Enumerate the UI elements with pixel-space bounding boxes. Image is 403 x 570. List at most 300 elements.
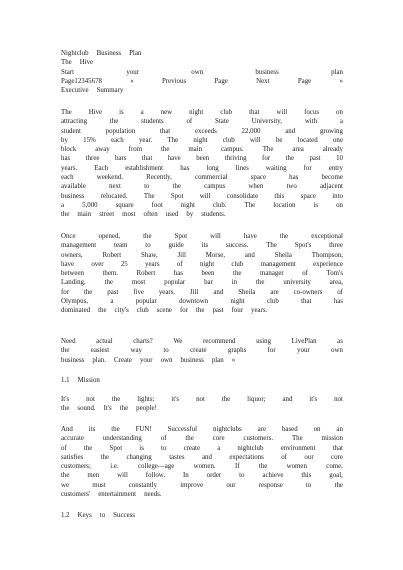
word: your <box>139 356 153 364</box>
text-line <box>61 511 343 520</box>
word: is <box>119 109 124 116</box>
word: each <box>61 174 74 182</box>
word: new <box>160 109 173 116</box>
word: Olympus, <box>61 298 88 306</box>
word: 15% <box>83 136 96 144</box>
word: will <box>199 192 211 200</box>
text-line <box>61 356 343 365</box>
word: Spot <box>109 444 123 452</box>
word: the <box>172 183 182 191</box>
word: over <box>91 260 104 268</box>
word: club <box>266 298 279 306</box>
text-line <box>61 306 343 315</box>
word: campus. <box>221 146 244 154</box>
word: Page12345678 <box>61 77 102 85</box>
word: sound. <box>77 405 96 413</box>
text-line <box>61 425 343 434</box>
word: have <box>243 233 257 240</box>
word: bars <box>114 155 127 163</box>
word: dominated <box>61 307 91 315</box>
word: been <box>201 270 215 278</box>
word: and <box>201 453 212 461</box>
word: business <box>61 356 85 364</box>
word: club <box>231 260 244 268</box>
word: i.e. <box>110 463 119 471</box>
word: that <box>159 127 171 135</box>
text-line <box>61 117 343 126</box>
word: Once <box>61 233 76 240</box>
text-line <box>61 471 343 480</box>
word: actual <box>96 338 113 345</box>
word: Morse, <box>205 251 226 259</box>
word: own <box>191 68 204 76</box>
word: the <box>233 270 242 278</box>
word: next <box>109 183 121 191</box>
word: of <box>337 288 343 296</box>
text-line <box>61 297 343 306</box>
word: block <box>61 146 77 154</box>
word: that <box>332 444 343 452</box>
word: and <box>213 288 224 296</box>
paragraph-ad <box>61 337 343 365</box>
word: entry <box>328 164 343 172</box>
word: the <box>256 279 265 287</box>
word: tastes <box>169 453 185 461</box>
word: manager <box>259 270 284 278</box>
word: Plan <box>129 50 142 57</box>
word: our <box>226 481 236 489</box>
text-line <box>61 434 343 443</box>
word: Page <box>297 77 312 85</box>
word: college—age <box>137 463 175 471</box>
word: Landing, <box>61 279 86 287</box>
word: be <box>275 136 283 144</box>
paragraph-summary-1 <box>61 108 343 220</box>
word: by <box>61 136 68 144</box>
word: create <box>190 347 207 355</box>
word: environment <box>280 444 316 452</box>
word: popular <box>135 298 157 306</box>
word: core <box>212 435 225 443</box>
word: location <box>273 201 296 209</box>
word: a <box>61 201 65 209</box>
word: that <box>249 109 260 116</box>
word: to <box>145 242 151 250</box>
word: needs. <box>144 491 162 499</box>
word: women. <box>193 463 216 471</box>
word: 25 <box>120 260 128 268</box>
word: the <box>196 307 205 315</box>
paragraph-summary-2 <box>61 232 343 316</box>
text-line <box>61 462 343 471</box>
word: plan. <box>92 356 106 364</box>
word: the <box>143 233 152 240</box>
text-line <box>61 108 343 117</box>
word: understanding <box>102 435 142 443</box>
word: will <box>249 136 261 144</box>
text-line <box>61 481 343 490</box>
word: Shaw, <box>141 251 158 259</box>
word: men <box>87 472 100 480</box>
word: customers. <box>243 435 274 443</box>
word: women <box>286 463 307 471</box>
text-line <box>61 288 343 297</box>
word: night <box>230 298 245 306</box>
word: is <box>139 444 144 452</box>
word: the <box>185 435 194 443</box>
word: order <box>206 472 222 480</box>
word: Spot's <box>294 242 312 250</box>
word: constantly <box>128 481 158 489</box>
word: not <box>196 396 205 403</box>
word: a <box>140 109 144 116</box>
word: team <box>114 242 128 250</box>
word: will <box>117 472 128 480</box>
text-line <box>61 346 343 355</box>
word: the <box>285 155 294 163</box>
word: is <box>313 201 319 209</box>
text-line <box>61 68 343 77</box>
word: for <box>267 347 276 355</box>
word: Tom's <box>326 270 343 278</box>
text-line <box>61 145 343 154</box>
word: as <box>337 338 343 345</box>
text-line <box>61 182 343 191</box>
word: Next <box>256 77 270 85</box>
text-line <box>61 269 343 278</box>
text-line <box>61 404 343 413</box>
word: opened, <box>98 233 121 240</box>
word: Jill <box>190 288 199 296</box>
word: create <box>183 444 201 452</box>
word: are <box>257 426 267 433</box>
word: population <box>105 127 136 135</box>
word: the <box>109 118 119 126</box>
word: The <box>244 201 256 209</box>
word: in <box>231 279 238 287</box>
word: the <box>104 279 113 287</box>
word: Sheila <box>274 251 292 259</box>
text-line <box>61 232 343 241</box>
word: on <box>336 201 343 209</box>
word: Mission <box>77 377 100 384</box>
word: must <box>92 481 106 489</box>
word: core <box>331 453 343 461</box>
word: three <box>85 155 100 163</box>
word: for <box>303 164 312 172</box>
word: plan <box>331 68 343 76</box>
word: graphs <box>227 347 247 355</box>
word: years. <box>251 307 268 315</box>
word: used <box>165 211 179 219</box>
word: adjacent <box>319 183 343 191</box>
word: to <box>99 512 106 519</box>
word: mission <box>321 435 343 443</box>
word: one <box>332 136 343 144</box>
text-line <box>61 164 343 173</box>
word: club <box>136 307 149 315</box>
word: consolidate <box>226 192 259 200</box>
word: the <box>61 405 70 413</box>
word: guide <box>168 242 184 250</box>
word: night <box>180 201 195 209</box>
word: area, <box>329 279 343 287</box>
word: business <box>180 356 204 364</box>
word: a <box>339 118 343 126</box>
word: scene <box>156 307 172 315</box>
word: Robert <box>102 251 122 259</box>
word: 1.2 <box>61 512 70 519</box>
word: have <box>167 155 181 163</box>
word: of <box>302 270 308 278</box>
word: has <box>180 164 190 172</box>
word: Previous <box>162 77 187 85</box>
word: night <box>193 136 208 144</box>
text-line <box>61 77 343 86</box>
word: attracting <box>61 118 88 126</box>
word: Robert <box>136 270 156 278</box>
word: for <box>61 288 70 296</box>
word: years. <box>158 288 176 296</box>
word: Hive <box>79 59 94 67</box>
word: to <box>144 183 150 191</box>
word: thriving <box>224 155 247 163</box>
word: weekend. <box>96 174 123 182</box>
word: Each <box>94 164 109 172</box>
word: its <box>88 426 96 433</box>
word: expectations <box>229 453 264 461</box>
word: have <box>61 260 75 268</box>
word: it's <box>309 396 318 403</box>
word: 1.1 <box>61 377 70 384</box>
word: your <box>297 347 310 355</box>
word: of <box>281 453 287 461</box>
word: liquor; <box>247 396 266 403</box>
word: 22,000 <box>241 127 261 135</box>
word: achieve <box>262 472 284 480</box>
word: Jill <box>177 251 186 259</box>
word: » <box>339 77 343 85</box>
word: them. <box>102 270 118 278</box>
word: four <box>231 307 244 315</box>
word: to <box>306 481 312 489</box>
word: the <box>279 233 289 240</box>
word: The <box>61 59 72 67</box>
word: and <box>282 396 293 403</box>
text-line <box>61 86 343 95</box>
word: of <box>176 260 183 268</box>
word: Need <box>61 338 76 345</box>
word: most <box>131 279 146 287</box>
word: goal, <box>329 472 343 480</box>
word: and <box>244 251 255 259</box>
word: that <box>141 155 153 163</box>
word: people! <box>136 405 157 413</box>
word: business <box>255 68 279 76</box>
word: exceeds <box>194 127 217 135</box>
word: experience <box>313 260 343 268</box>
word: lines <box>235 164 249 172</box>
word: night <box>199 260 215 268</box>
word: recommend <box>202 338 236 345</box>
word: its <box>201 242 209 250</box>
text-line <box>61 337 343 346</box>
word: for <box>262 155 271 163</box>
word: State <box>215 118 229 126</box>
text-line <box>61 395 343 404</box>
word: own <box>160 356 173 364</box>
word: most <box>122 211 136 219</box>
word: by <box>186 211 194 219</box>
word: available <box>61 183 86 191</box>
word: university <box>283 279 311 287</box>
word: not <box>334 396 343 403</box>
word: become <box>321 174 343 182</box>
word: of <box>61 444 67 452</box>
word: each <box>111 136 124 144</box>
word: to <box>239 472 245 480</box>
word: already <box>322 146 343 154</box>
word: The <box>266 242 277 250</box>
word: Page <box>214 77 228 85</box>
text-line <box>61 376 343 385</box>
word: commercial <box>195 174 228 182</box>
word: we <box>61 481 70 489</box>
word: from <box>128 146 143 154</box>
text-line <box>61 453 343 462</box>
word: to <box>161 444 167 452</box>
word: way <box>130 347 142 355</box>
word: not <box>86 396 95 403</box>
word: « <box>130 77 134 85</box>
word: year. <box>138 136 153 144</box>
word: own <box>331 347 343 355</box>
text-line <box>61 201 343 210</box>
word: lights; <box>137 396 155 403</box>
word: follow. <box>145 472 166 480</box>
word: has <box>333 298 343 306</box>
word: main <box>77 211 92 219</box>
word: student <box>61 127 81 135</box>
word: five <box>133 288 144 296</box>
word: an <box>336 426 343 433</box>
word: satisfies <box>61 453 84 461</box>
word: street <box>99 211 115 219</box>
word: customers' <box>61 491 91 499</box>
heading-keys-to-success <box>61 511 343 520</box>
word: LivePlan <box>291 338 317 345</box>
word: long <box>206 164 219 172</box>
word: waiting <box>265 164 287 172</box>
word: charts? <box>133 338 153 345</box>
word: years. <box>61 164 78 172</box>
word: to <box>163 347 169 355</box>
word: The <box>262 146 274 154</box>
word: We <box>173 338 183 345</box>
word: The <box>291 435 303 443</box>
word: growing <box>319 127 343 135</box>
word: club <box>222 136 235 144</box>
word: your <box>126 68 139 76</box>
text-line <box>61 210 343 219</box>
word: 10 <box>336 155 343 163</box>
word: Thompson, <box>311 251 343 259</box>
text-line <box>61 127 343 136</box>
word: past <box>309 155 321 163</box>
word: popular <box>164 279 186 287</box>
word: space <box>300 192 316 200</box>
word: our <box>304 453 314 461</box>
word: Create <box>113 356 132 364</box>
word: the <box>61 211 70 219</box>
word: business <box>61 192 85 200</box>
word: the <box>98 307 107 315</box>
word: and <box>285 127 296 135</box>
word: Nightclub <box>61 50 89 57</box>
word: will <box>210 233 221 240</box>
word: two <box>286 183 297 191</box>
paragraph-mission-2 <box>61 425 343 499</box>
word: owners, <box>61 251 83 259</box>
word: between <box>61 270 84 278</box>
word: past <box>212 307 224 315</box>
word: customers; <box>61 463 91 471</box>
word: area <box>292 146 304 154</box>
word: nightclubs <box>213 426 242 433</box>
word: past <box>107 288 119 296</box>
word: has <box>289 174 299 182</box>
word: based <box>281 426 298 433</box>
word: with <box>304 118 318 126</box>
word: Hive <box>88 109 103 116</box>
word: Success <box>113 512 135 519</box>
word: In <box>182 472 189 480</box>
word: success. <box>225 242 249 250</box>
word: located <box>297 136 318 144</box>
word: a <box>110 298 114 306</box>
word: the <box>160 146 170 154</box>
word: exceptional <box>311 233 343 240</box>
word: And <box>61 426 73 433</box>
word: Recently, <box>146 174 172 182</box>
word: FUN! <box>135 426 152 433</box>
text-line <box>61 192 343 201</box>
word: The <box>61 109 72 116</box>
word: space <box>250 174 267 182</box>
word: Start <box>61 68 75 76</box>
word: Summary <box>96 87 124 95</box>
word: relocated. <box>100 192 128 200</box>
word: that <box>301 298 312 306</box>
word: Successful <box>167 426 198 433</box>
word: the <box>111 426 120 433</box>
text-line <box>61 490 343 499</box>
word: response <box>258 481 283 489</box>
word: the <box>83 288 93 296</box>
word: students. <box>201 211 226 219</box>
text-line <box>61 278 343 287</box>
word: The <box>167 136 179 144</box>
word: downtown <box>179 298 209 306</box>
word: Spot <box>170 192 184 200</box>
word: into <box>332 192 343 200</box>
word: focus <box>304 109 320 116</box>
word: nightclub <box>237 444 264 452</box>
word: been <box>196 155 210 163</box>
word: entertainment <box>98 491 137 499</box>
word: using <box>256 338 272 345</box>
text-line <box>61 444 343 453</box>
